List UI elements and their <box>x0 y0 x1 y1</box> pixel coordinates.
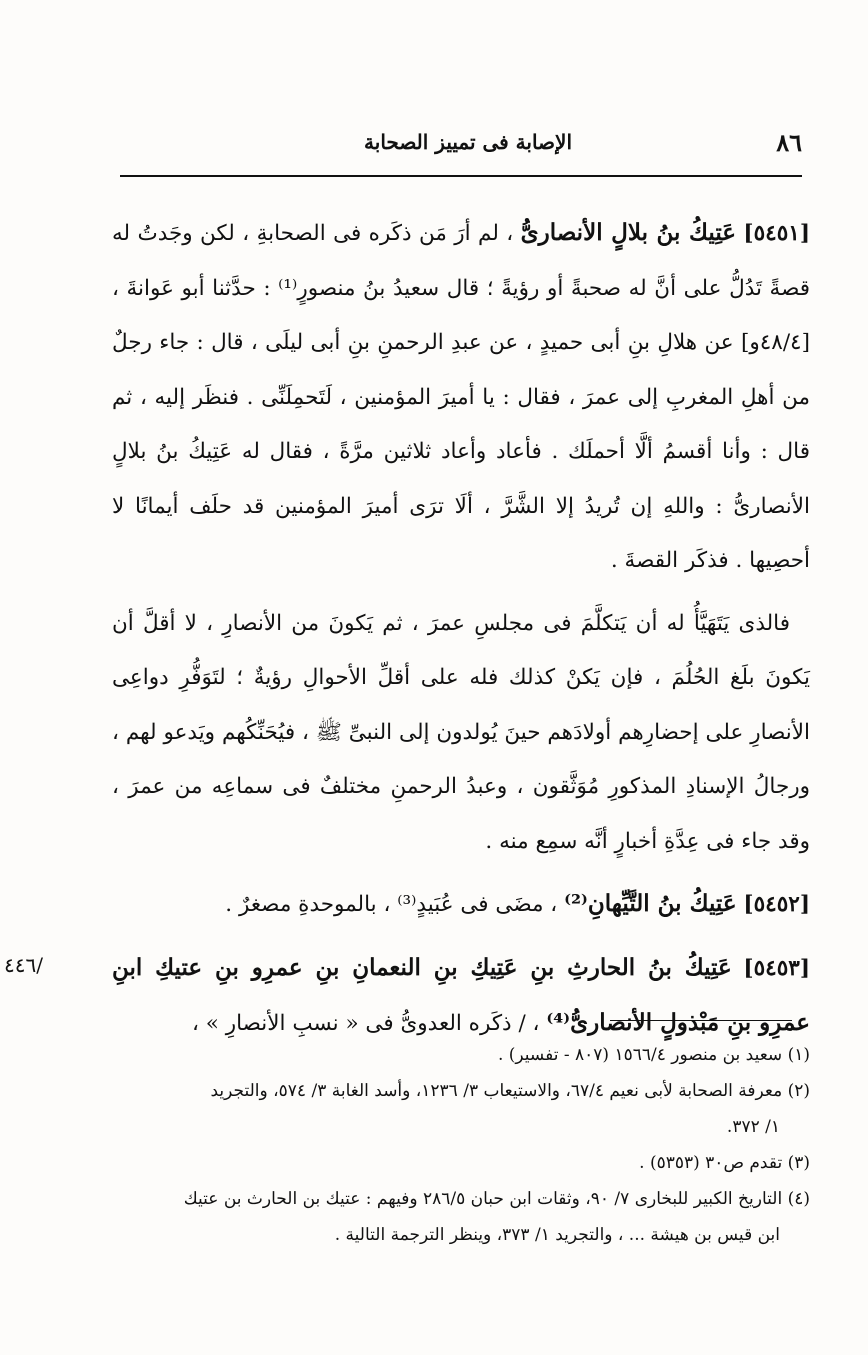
running-title: الإصابة فى تمييز الصحابة <box>364 130 572 154</box>
entry-number: [٥٤٥١] <box>743 221 810 246</box>
entry-5453 <box>112 941 810 1052</box>
header-rule <box>120 175 802 177</box>
footnote-4-continuation: ابن قيس بن هيشة ... ، والتجريد ١/ ٣٧٣، وينظر الترجمة التالية . <box>334 1225 780 1245</box>
footnote-2-continuation: ١/ ٣٧٢. <box>726 1117 780 1137</box>
entry-name: عَتِيكُ بنُ الحارثِ بنِ عَتِيكِ بنِ النعمانِ بنِ عمرِو بنِ عتيكِ ابنِ عمرِو بنِ مَبْذولٍ الأنصارىُّ⁽⁴⁾ <box>112 953 810 1036</box>
footnote-3: (٣) تقدم ص٣٠ (٥٣٥٣) . <box>639 1153 810 1173</box>
footnotes <box>120 1037 810 1253</box>
entry-5452 <box>112 877 810 933</box>
page-number: ٨٦ <box>776 128 802 157</box>
entry-text: ، مضَى فى عُبَيدٍ⁽³⁾ ، بالموحدةِ مصغرٌ . <box>225 892 558 917</box>
entry-name: عَتِيكُ بنُ بلالٍ الأنصارىُّ <box>520 219 737 246</box>
entry-number: [٥٤٥٣] <box>743 955 810 981</box>
entry-name: عَتِيكُ بنُ التَّيِّهانِ⁽²⁾ <box>564 890 737 917</box>
page-header <box>120 128 802 158</box>
margin-reference: ٤٤٦/ <box>4 953 43 977</box>
commentary-paragraph: فالذى يَتَهَيَّأُ له أن يَتكلَّمَ فى مجلسِ عمرَ ، ثم يَكونَ من الأنصارِ ، لا أقلَّ أن يَكونَ بلَغ الحُلُمَ ، فإن يَكنْ كذلك فله على أقلِّ الأحوالِ رؤيةٌ ؛ لتَوَفُّرِ دواعِى الأنصارِ على إحضارِهم أولادَهم حينَ يُولدون إلى النبىِّ ﷺ ، فيُحَنِّكُهم ويَدعو لهم ، ورجالُ الإسنادِ المذكورِ مُوَثَّقون ، وعبدُ الرحمنِ مختلفٌ فى سماعِه من عمرَ ، وقد جاء فى عِدَّةِ أخبارٍ أنَّه سمِع منه . <box>112 610 810 854</box>
entry-text: ، / ذكَره العدوىُّ فى « نسبِ الأنصارِ » ، <box>191 1011 540 1036</box>
footnote-1: (١) سعيد بن منصور ١٥٦٦/٤ (٨٠٧ - تفسير) . <box>497 1045 810 1065</box>
entry-text: ، لم أرَ مَن ذكَره فى الصحابةِ ، لكن وجَدتُ له قصةً تَدُلُّ على أنَّ له صحبةً أو رؤيةً ؛ قال سعيدُ بنُ منصورٍ⁽¹⁾ : حدَّثنا أبو عَوانةَ ، [٤٨/٤و] عن هلالِ بنِ أبى حميدٍ ، عن عبدِ الرحمنِ بنِ أبى ليلَى ، قال : جاء رجلٌ من أهلِ المغربِ إلى عمرَ ، فقال : يا أميرَ المؤمنين ، لَتَحمِلَنِّى . فنظَر إليه ، ثم قال : وأنا أقسمُ ألَّا أحملَك . فأعاد وأعاد ثلاثين مرَّةً ، فقال له عَتِيكُ بنُ بلالٍ الأنصارىُّ : واللهِ إن تُريدُ إلا الشَّرَّ ، ألَا ترَى أميرَ المؤمنين قد حلَف أيمانًا لا أحصِيها . فذكَر القصةَ . <box>112 221 810 573</box>
entry-number: [٥٤٥٢] <box>743 892 810 917</box>
footnote-2: (٢) معرفة الصحابة لأبى نعيم ٦٧/٤، والاستيعاب ٣/ ١٢٣٦، وأسد الغابة ٣/ ٥٧٤، والتجريد <box>210 1081 810 1101</box>
entry-5451 <box>112 206 810 589</box>
footnote-4: (٤) التاريخ الكبير للبخارى ٧/ ٩٠، وثقات ابن حبان ٢٨٦/٥ وفيهم : عتيك بن الحارث بن عتيك <box>183 1189 810 1209</box>
footnote-rule <box>610 1020 792 1021</box>
main-text <box>112 206 810 1052</box>
